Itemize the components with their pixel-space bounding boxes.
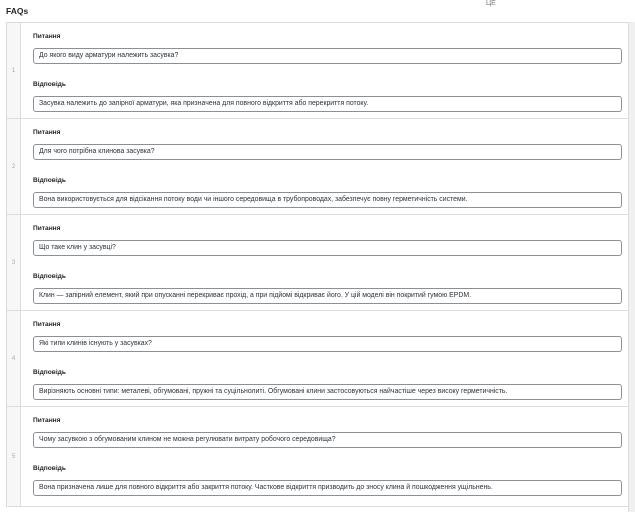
question-field bbox=[33, 119, 628, 167]
question-label: Питання bbox=[33, 321, 61, 328]
question-label: Питання bbox=[33, 129, 61, 136]
faq-row bbox=[6, 23, 628, 119]
answer-field bbox=[33, 71, 628, 119]
row-fields bbox=[21, 215, 628, 310]
question-field bbox=[33, 407, 628, 455]
question-label: Питання bbox=[33, 417, 61, 424]
answer-label: Відповідь bbox=[33, 369, 66, 376]
row-number: 3 bbox=[11, 259, 16, 266]
answer-label: Відповідь bbox=[33, 81, 66, 88]
faq-repeater bbox=[6, 22, 628, 507]
question-input[interactable]: Чому засувкою з обгумованим клином не можна регулювати витрату робочого середовища? bbox=[33, 432, 622, 448]
row-number: 2 bbox=[11, 163, 16, 170]
top-mark-text: ЦЕ bbox=[486, 0, 496, 7]
row-handle[interactable] bbox=[6, 119, 21, 214]
answer-input[interactable]: Засувка належить до запірної арматури, яка призначена для повного відкриття або перекриття потоку. bbox=[33, 96, 622, 112]
row-fields bbox=[21, 311, 628, 406]
faqs-section-title: FAQs bbox=[6, 6, 29, 16]
answer-label: Відповідь bbox=[33, 273, 66, 280]
question-field bbox=[33, 215, 628, 263]
question-input[interactable]: До якого виду арматури належить засувка? bbox=[33, 48, 622, 64]
question-input[interactable]: Що таке клин у засувці? bbox=[33, 240, 622, 256]
right-edge-scrollbar[interactable] bbox=[628, 22, 635, 512]
answer-input[interactable]: Вирізняють основні типи: металеві, обгумовані, пружні та суцільнолиті. Обгумовані клини застосовуються найчастіше через високу герметичність. bbox=[33, 384, 622, 400]
row-number: 1 bbox=[11, 67, 16, 74]
faq-row bbox=[6, 407, 628, 507]
answer-input[interactable]: Вона призначена лише для повного відкриття або закриття потоку. Часткове відкриття призводить до зносу клина й пошкодження ущільнень. bbox=[33, 480, 622, 496]
row-handle[interactable] bbox=[6, 407, 21, 506]
question-field bbox=[33, 23, 628, 71]
row-fields bbox=[21, 407, 628, 506]
row-handle[interactable] bbox=[6, 215, 21, 310]
faq-row bbox=[6, 311, 628, 407]
answer-field bbox=[33, 263, 628, 311]
question-label: Питання bbox=[33, 225, 61, 232]
row-number: 5 bbox=[11, 453, 16, 460]
question-label: Питання bbox=[33, 33, 61, 40]
answer-field bbox=[33, 167, 628, 215]
answer-input[interactable]: Клин — запірний елемент, який при опусканні перекриває прохід, а при підйомі відкриває його. У цій моделі він покритий гумою EPDM. bbox=[33, 288, 622, 304]
row-fields bbox=[21, 23, 628, 118]
row-handle[interactable] bbox=[6, 23, 21, 118]
answer-label: Відповідь bbox=[33, 177, 66, 184]
answer-label: Відповідь bbox=[33, 465, 66, 472]
question-input[interactable]: Для чого потрібна клинова засувка? bbox=[33, 144, 622, 160]
answer-field bbox=[33, 455, 628, 503]
answer-input[interactable]: Вона використовується для відсікання потоку води чи іншого середовища в трубопроводах, забезпечує повну герметичність системи. bbox=[33, 192, 622, 208]
question-field bbox=[33, 311, 628, 359]
question-input[interactable]: Які типи клинів існують у засувках? bbox=[33, 336, 622, 352]
row-number: 4 bbox=[11, 355, 16, 362]
faq-row bbox=[6, 119, 628, 215]
row-handle[interactable] bbox=[6, 311, 21, 406]
answer-field bbox=[33, 359, 628, 407]
faq-row bbox=[6, 215, 628, 311]
row-fields bbox=[21, 119, 628, 214]
